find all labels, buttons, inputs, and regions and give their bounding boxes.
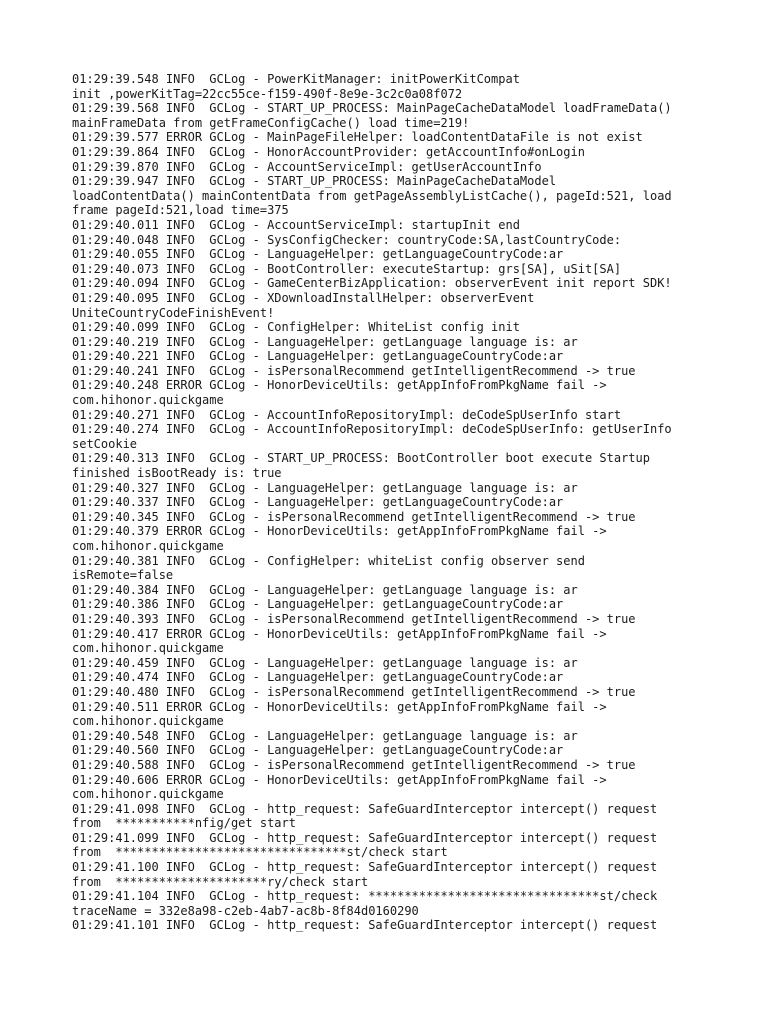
log-line: from ********************************st/check start [72,845,448,860]
log-line: 01:29:40.384 INFO GCLog - LanguageHelper: getLanguage language is: ar [72,582,578,597]
log-line: 01:29:40.313 INFO GCLog - START_UP_PROCESS: BootController boot execute Startup [72,451,650,466]
log-line: 01:29:40.480 INFO GCLog - isPersonalRecommend getIntelligentRecommend -> true [72,684,636,699]
log-line: 01:29:40.048 INFO GCLog - SysConfigChecker: countryCode:SA,lastCountryCode: [72,232,622,247]
log-line: 01:29:40.459 INFO GCLog - LanguageHelper: getLanguage language is: ar [72,655,578,670]
log-line: 01:29:40.248 ERROR GCLog - HonorDeviceUtils: getAppInfoFromPkgName fail -> [72,378,607,393]
log-line: 01:29:40.381 INFO GCLog - ConfigHelper: whiteList config observer send [72,553,585,568]
log-line: 01:29:40.094 INFO GCLog - GameCenterBizApplication: observerEvent init report SDK! [72,276,672,291]
log-line: traceName = 332e8a98-c2eb-4ab7-ac8b-8f84d0160290 [72,903,419,918]
log-line: isRemote=false [72,568,174,583]
log-line: 01:29:41.098 INFO GCLog - http_request: SafeGuardInterceptor intercept() request [72,801,658,816]
log-line: from *********************ry/check start [72,874,369,889]
log-line: 01:29:40.327 INFO GCLog - LanguageHelper: getLanguage language is: ar [72,480,578,495]
log-line: 01:29:40.588 INFO GCLog - isPersonalRecommend getIntelligentRecommend -> true [72,757,636,772]
log-line: setCookie [72,436,138,451]
log-line: 01:29:40.073 INFO GCLog - BootController: executeStartup: grs[SA], uSit[SA] [72,261,622,276]
log-line: 01:29:40.095 INFO GCLog - XDownloadInstallHelper: observerEvent [72,290,535,305]
log-line: 01:29:40.099 INFO GCLog - ConfigHelper: WhiteList config init [72,320,520,335]
log-line: 01:29:40.386 INFO GCLog - LanguageHelper: getLanguageCountryCode:ar [72,597,564,612]
log-line: 01:29:40.241 INFO GCLog - isPersonalRecommend getIntelligentRecommend -> true [72,363,636,378]
log-line: com.hihonor.quickgame [72,714,224,729]
log-line: 01:29:39.568 INFO GCLog - START_UP_PROCESS: MainPageCacheDataModel loadFrameData() [72,101,672,116]
log-line: 01:29:40.011 INFO GCLog - AccountServiceImpl: startupInit end [72,217,520,232]
log-line: 01:29:41.101 INFO GCLog - http_request: SafeGuardInterceptor intercept() request [72,918,658,933]
log-line: 01:29:40.393 INFO GCLog - isPersonalRecommend getIntelligentRecommend -> true [72,611,636,626]
log-line: 01:29:40.274 INFO GCLog - AccountInfoRepositoryImpl: deCodeSpUserInfo: getUserInfo [72,422,672,437]
log-line: com.hihonor.quickgame [72,787,224,802]
log-line: 01:29:40.548 INFO GCLog - LanguageHelper: getLanguage language is: ar [72,728,578,743]
log-line: finished isBootReady is: true [72,466,282,481]
log-text-block [72,72,712,933]
log-line: 01:29:41.104 INFO GCLog - http_request: ********************************st/check [72,889,658,904]
log-line: frame pageId:521,load time=375 [72,203,289,218]
log-line: loadContentData() mainContentData from getPageAssemblyListCache(), pageId:521, load [72,188,672,203]
log-line: 01:29:39.548 INFO GCLog - PowerKitManager: initPowerKitCompat [72,72,520,86]
log-line: 01:29:40.606 ERROR GCLog - HonorDeviceUtils: getAppInfoFromPkgName fail -> [72,772,607,787]
log-line: 01:29:40.219 INFO GCLog - LanguageHelper: getLanguage language is: ar [72,334,578,349]
log-line: 01:29:40.417 ERROR GCLog - HonorDeviceUtils: getAppInfoFromPkgName fail -> [72,626,607,641]
log-line: 01:29:40.337 INFO GCLog - LanguageHelper: getLanguageCountryCode:ar [72,495,564,510]
log-line: 01:29:39.577 ERROR GCLog - MainPageFileHelper: loadContentDataFile is not exist [72,130,643,145]
log-line: init ,powerKitTag=22cc55ce-f159-490f-8e9e-3c2c0a08f072 [72,86,463,101]
log-line: 01:29:40.271 INFO GCLog - AccountInfoRepositoryImpl: deCodeSpUserInfo start [72,407,622,422]
log-line: UniteCountryCodeFinishEvent! [72,305,275,320]
log-line: 01:29:39.864 INFO GCLog - HonorAccountProvider: getAccountInfo#onLogin [72,144,585,159]
log-line: 01:29:41.100 INFO GCLog - http_request: SafeGuardInterceptor intercept() request [72,860,658,875]
log-line: 01:29:40.511 ERROR GCLog - HonorDeviceUtils: getAppInfoFromPkgName fail -> [72,699,607,714]
log-line: 01:29:40.560 INFO GCLog - LanguageHelper: getLanguageCountryCode:ar [72,743,564,758]
log-line: 01:29:40.221 INFO GCLog - LanguageHelper: getLanguageCountryCode:ar [72,349,564,364]
log-line: 01:29:40.474 INFO GCLog - LanguageHelper: getLanguageCountryCode:ar [72,670,564,685]
log-line: 01:29:39.947 INFO GCLog - START_UP_PROCESS: MainPageCacheDataModel [72,174,557,189]
log-line: 01:29:40.379 ERROR GCLog - HonorDeviceUtils: getAppInfoFromPkgName fail -> [72,524,607,539]
log-line: from ***********nfig/get start [72,816,296,831]
log-line: 01:29:40.345 INFO GCLog - isPersonalRecommend getIntelligentRecommend -> true [72,509,636,524]
log-line: com.hihonor.quickgame [72,641,224,656]
log-line: 01:29:41.099 INFO GCLog - http_request: SafeGuardInterceptor intercept() request [72,830,658,845]
log-line: com.hihonor.quickgame [72,393,224,408]
log-line: 01:29:39.870 INFO GCLog - AccountServiceImpl: getUserAccountInfo [72,159,542,174]
log-line: mainFrameData from getFrameConfigCache() load time=219! [72,115,470,130]
log-line: com.hihonor.quickgame [72,539,224,553]
log-line: 01:29:40.055 INFO GCLog - LanguageHelper: getLanguageCountryCode:ar [72,247,564,262]
